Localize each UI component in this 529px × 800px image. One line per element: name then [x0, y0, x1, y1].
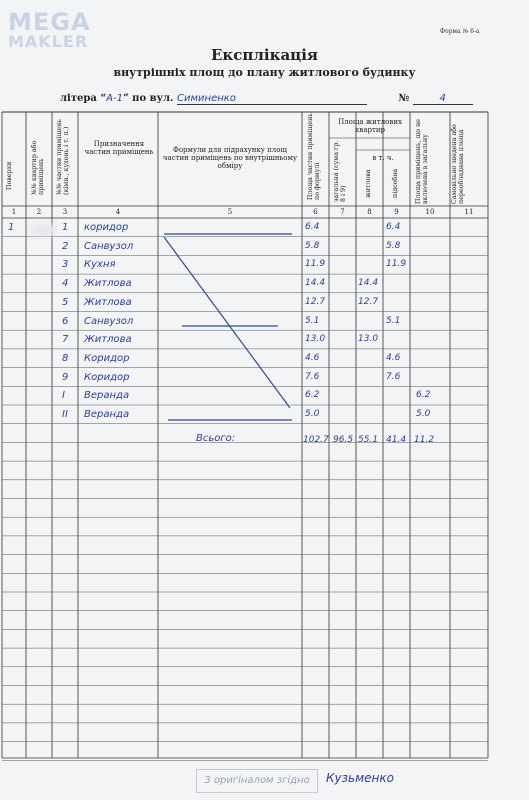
address-line: літера “А-1” по вул. Симиненко № 4	[60, 93, 473, 105]
total-excluded: 11.2	[414, 435, 435, 445]
header-not-included: Площа приміщень, що не включена в загальну	[415, 118, 429, 204]
cell-purpose: Санвузол	[84, 240, 134, 252]
cell-area: 5.1	[305, 315, 320, 326]
header-formula: Формули для підрахунку площ частин приміщень по внутрішньому обміру	[162, 146, 298, 171]
cell-purpose: коридор	[84, 222, 129, 233]
cell-part-number: I	[62, 390, 65, 402]
column-number: 3	[62, 208, 68, 216]
cell-purpose: Житлова	[84, 334, 132, 346]
cell-aux: 11.9	[386, 259, 407, 270]
cell-area: 12.7	[305, 296, 326, 307]
cell-part-number: II	[62, 409, 68, 420]
total-area: 102.7	[303, 435, 329, 445]
street-value: Симиненко	[177, 93, 236, 104]
cell-purpose: Веранда	[84, 409, 130, 420]
header-floor: Поверхи	[6, 161, 13, 190]
cell-area: 6.4	[305, 222, 320, 232]
column-number: 9	[394, 208, 399, 216]
watermark-logo: MEGA MAKLER	[8, 8, 91, 51]
cell-area: 4.6	[305, 352, 320, 363]
signature: Кузьменко	[326, 771, 394, 785]
cell-aux: 6.4	[386, 222, 401, 232]
header-living: житлова	[365, 169, 372, 198]
redacted-area	[30, 224, 56, 236]
column-number: 4	[115, 208, 121, 216]
form-number: Форма № 6-а	[440, 28, 480, 35]
cell-aux: 5.8	[386, 240, 401, 251]
document-title: Експлікація	[210, 46, 319, 64]
cell-part-number: 6	[62, 315, 69, 327]
cell-purpose: Кухня	[84, 259, 116, 271]
header-self-built: Самовільно зведена або переобладнана площа	[451, 124, 465, 204]
number-value: 4	[439, 93, 446, 104]
total-sum: 96.5	[333, 435, 354, 445]
cell-purpose: Житлова	[84, 296, 132, 308]
cell-area: 5.8	[305, 240, 320, 251]
cell-floor: 1	[8, 222, 15, 233]
header-area-formula: Площа частин приміщень по формулі	[307, 113, 321, 200]
litera-label: літера	[60, 93, 97, 104]
column-number: 11	[464, 208, 474, 216]
cell-part-number: 3	[62, 259, 69, 271]
column-number: 7	[340, 208, 345, 216]
cell-area: 11.9	[305, 259, 326, 270]
total-living: 55.1	[358, 435, 379, 445]
cell-part-number: 9	[62, 371, 69, 383]
cell-aux: 4.6	[386, 352, 401, 363]
street-label: по вул.	[132, 93, 174, 104]
number-label: №	[398, 93, 410, 104]
certification-stamp: З оригіналом згідно	[196, 769, 318, 793]
cell-aux: 5.1	[386, 315, 401, 326]
cell-part-number: 5	[62, 296, 69, 308]
cell-aux: 7.6	[386, 371, 401, 382]
cell-area: 7.6	[305, 371, 320, 382]
header-aux: підсобна	[392, 168, 399, 198]
column-number: 6	[313, 208, 318, 216]
header-purpose: Призначення частин приміщень	[84, 140, 154, 157]
cell-excluded: 5.0	[416, 409, 431, 419]
column-number: 1	[11, 208, 17, 216]
column-number: 2	[36, 208, 42, 216]
header-part-no: №№ частин приміщень (кімн., кухонь і т. п.)	[56, 119, 70, 195]
cell-part-number: 8	[62, 352, 69, 364]
header-incl: в т. ч.	[372, 154, 394, 162]
cell-living: 14.4	[358, 278, 379, 289]
cell-area: 6.2	[305, 390, 320, 401]
grid-line	[164, 237, 290, 408]
total-aux: 41.4	[386, 435, 407, 445]
litera-value: А-1	[106, 93, 123, 104]
header-living-group: Площа житлових квартир	[338, 118, 402, 135]
cell-part-number: 7	[62, 334, 69, 346]
cell-area: 13.0	[305, 334, 326, 345]
header-total: загальна (сума гр. 8 і 9)	[333, 140, 347, 202]
column-number: 10	[425, 208, 435, 216]
cell-purpose: Санвузол	[84, 315, 134, 327]
cell-part-number: 2	[62, 240, 69, 252]
cell-living: 13.0	[358, 334, 379, 345]
cell-purpose: Веранда	[84, 390, 130, 402]
cell-purpose: Коридор	[84, 352, 130, 364]
document-subtitle: внутрішніх площ до плану житлового будинку	[113, 66, 416, 79]
cell-area: 5.0	[305, 409, 320, 419]
header-apartment-no: №№ квартир або приміщень	[31, 140, 45, 195]
total-label: Всього:	[196, 433, 236, 444]
cell-excluded: 6.2	[416, 390, 431, 401]
column-number: 8	[367, 208, 372, 216]
cell-purpose: Житлова	[84, 278, 132, 290]
column-number: 5	[227, 208, 233, 216]
cell-part-number: 1	[62, 222, 69, 233]
cell-area: 14.4	[305, 278, 326, 289]
cell-living: 12.7	[358, 296, 379, 307]
cell-purpose: Коридор	[84, 371, 130, 383]
cell-part-number: 4	[62, 278, 69, 290]
